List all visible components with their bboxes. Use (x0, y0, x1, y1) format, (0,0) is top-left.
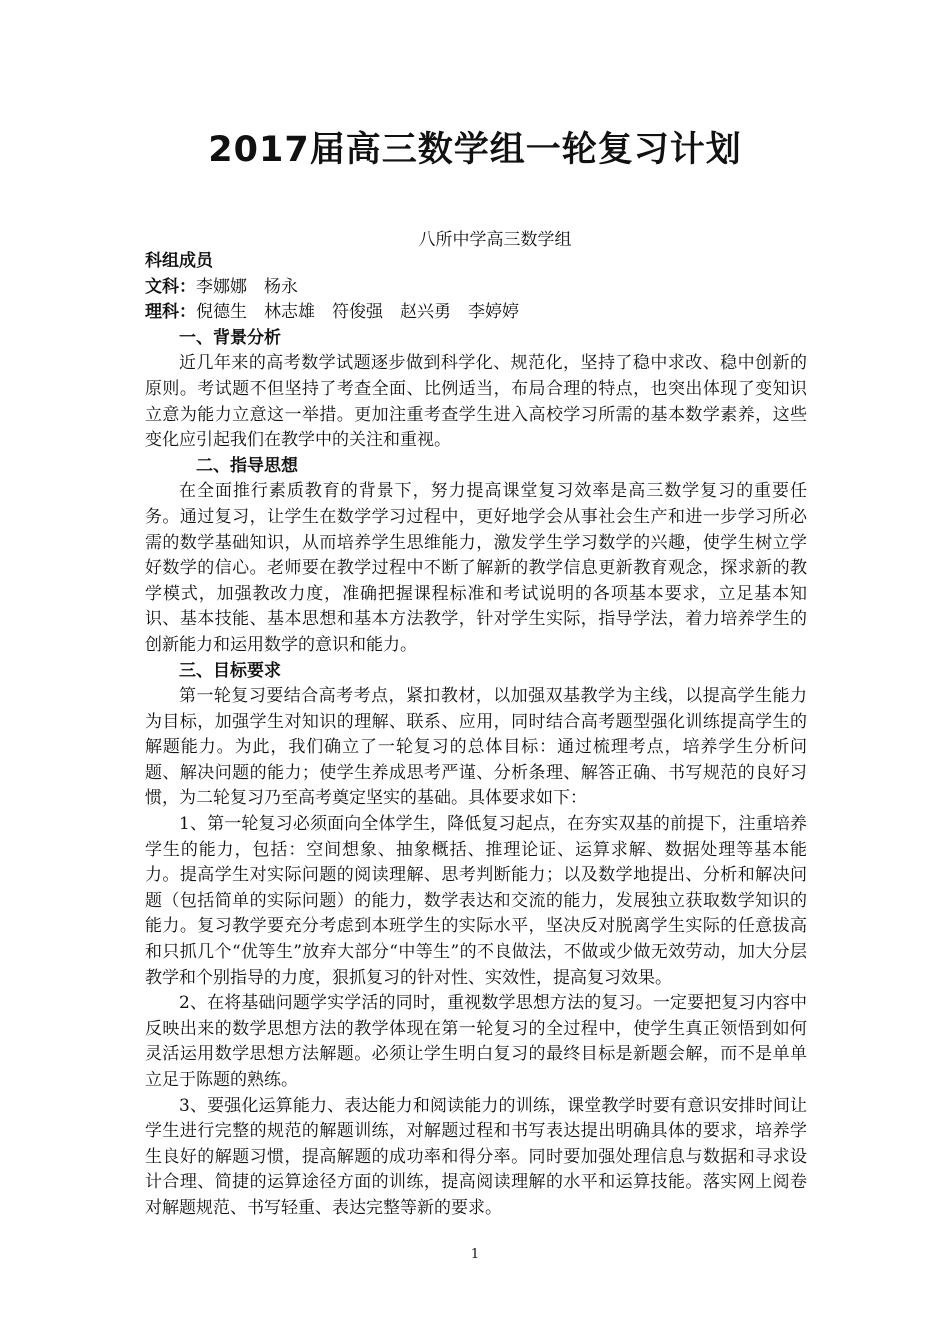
section-heading-goals: 三、目标要求 (179, 660, 281, 681)
science-label: 理科： (145, 302, 196, 323)
section-heading-background: 一、背景分析 (179, 327, 281, 348)
paragraph: 第一轮复习要结合高考考点，紧扣教材，以加强双基教学为主线，以提高学生能力为目标，加强学生对知识的理解、联系、应用，同时结合高考题型强化训练提高学生的解题能力。为此，我们确立了一轮复习的总体目标：通过梳理考点，培养学生分析问题、解决问题的能力；使学生养成思考严谨、分析条理、解答正确、书写规范的良好习惯，为二轮复习乃至高考奠定坚实的基础。具体要求如下： (145, 686, 807, 809)
science-names: 倪德生 林志雄 符俊强 赵兴勇 李婷婷 (196, 302, 519, 323)
document-body (145, 249, 807, 1222)
document-title: 2017届高三数学组一轮复习计划 (208, 130, 742, 170)
paragraph: 3、要强化运算能力、表达能力和阅读能力的训练，课堂教学时要有意识安排时间让学生进行完整的规范的解题训练，对解题过程和书写表达提出明确具体的要求，培养学生良好的解题习惯，提高解题的成功率和得分率。同时要加强处理信息与数据和寻求设计合理、简捷的运算途径方面的训练，提高阅读理解的水平和运算技能。落实网上阅卷对解题规范、书写轻重、表达完整等新的要求。 (145, 1095, 807, 1218)
science-members (145, 300, 807, 326)
section-heading-guiding-ideas: 二、指导思想 (196, 455, 298, 476)
page-number: 1 (470, 1247, 480, 1262)
paragraph: 2、在将基础问题学实学活的同时，重视数学思想方法的复习。一定要把复习内容中反映出来的数学思想方法的教学体现在第一轮复习的全过程中，使学生真正领悟到如何灵活运用数学思想方法解题。必须让学生明白复习的最终目标是新题会解，而不是单单立足于陈题的熟练。 (145, 993, 807, 1090)
arts-members (145, 275, 807, 301)
author-group: 八所中学高三数学组 (418, 230, 572, 250)
arts-names: 李娜娜 杨永 (196, 276, 298, 297)
paragraph: 在全面推行素质教育的背景下，努力提高课堂复习效率是高三数学复习的重要任务。通过复习，让学生在数学学习过程中，更好地学会从事社会生产和进一步学习所必需的数学基础知识，从而培养学生思维能力，激发学生学习数学的兴趣，使学生树立学好数学的信心。老师要在教学过程中不断了解新的教学信息更新教育观念，探求新的教学模式，加强教改力度，准确把握课程标准和考试说明的各项基本要求，立足基本知识、基本技能、基本思想和基本方法教学，针对学生实际，指导学法，着力培养学生的创新能力和运用数学的意识和能力。 (145, 481, 807, 655)
members-heading: 科组成员 (145, 251, 213, 271)
arts-label: 文科： (145, 276, 196, 297)
paragraph: 1、第一轮复习必须面向全体学生，降低复习起点，在夯实双基的前提下，注重培养学生的能力，包括：空间想象、抽象概括、推理论证、运算求解、数据处理等基本能力。提高学生对实际问题的阅读理解、思考判断能力；以及数学地提出、分析和解决问题（包括简单的实际问题）的能力，数学表达和交流的能力，发展独立获取数学知识的能力。复习教学要充分考虑到本班学生的实际水平，坚决反对脱离学生实际的任意拔高和只抓几个“优等生”放弃大部分“中等生”的不良做法，不做或少做无效劳动，加大分层教学和个别指导的力度，狠抓复习的针对性、实效性，提高复习效果。 (145, 814, 807, 988)
paragraph: 近几年来的高考数学试题逐步做到科学化、规范化，坚持了稳中求改、稳中创新的原则。考试题不但坚持了考查全面、比例适当，布局合理的特点，也突出体现了变知识立意为能力立意这一举措。更加注重考查学生进入高校学习所需的基本数学素养，这些变化应引起我们在教学中的关注和重视。 (145, 353, 807, 451)
